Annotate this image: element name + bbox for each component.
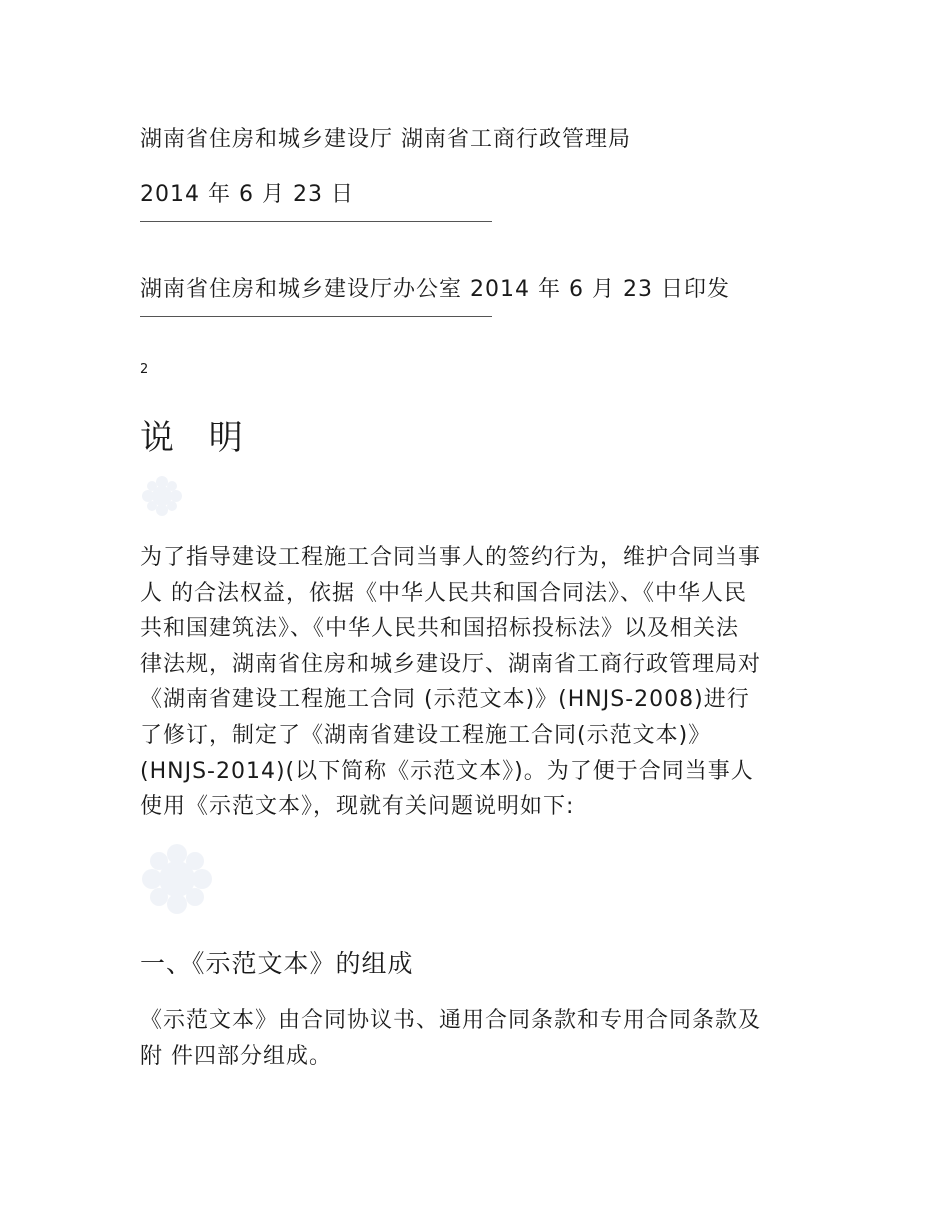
divider-rule-top bbox=[140, 221, 492, 222]
intro-line: 使用《示范文本》，现就有关问题说明如下: bbox=[140, 794, 575, 820]
intro-line: (HNJS-2014)(以下简称《示范文本》)。为了便于合同当事人 bbox=[140, 758, 754, 784]
section-line: 《示范文本》由合同协议书、通用合同条款和专用合同条款及 bbox=[140, 1008, 762, 1033]
intro-line: 律法规，湖南省住房和城乡建设厅、湖南省工商行政管理局对 bbox=[140, 651, 762, 677]
watermark-seal-icon bbox=[140, 842, 214, 916]
section-paragraph bbox=[140, 1003, 820, 1074]
intro-line: 《湖南省建设工程施工合同 (示范文本)》(HNJS-2008)进行 bbox=[140, 687, 750, 713]
section-line: 附 件四部分组成。 bbox=[140, 1043, 332, 1069]
intro-line: 为了指导建设工程施工合同当事人的签约行为，维护合同当事 bbox=[140, 545, 762, 570]
intro-line: 共和国建筑法》、《中华人民共和国招标投标法》以及相关法 bbox=[140, 616, 740, 642]
intro-paragraph bbox=[140, 540, 820, 825]
office-issue-line: 湖南省住房和城乡建设厅办公室 2014 年 6 月 23 日印发 bbox=[140, 277, 730, 302]
page-title: 说 明 bbox=[140, 418, 255, 458]
section-heading: 一、《示范文本》的组成 bbox=[140, 949, 414, 978]
intro-line: 人 的合法权益，依据《中华人民共和国合同法》、《中华人民 bbox=[140, 580, 747, 606]
issuers-line: 湖南省住房和城乡建设厅 湖南省工商行政管理局 bbox=[140, 127, 631, 152]
issue-date: 2014 年 6 月 23 日 bbox=[140, 182, 354, 207]
intro-line: 了修订，制定了《湖南省建设工程施工合同(示范文本)》 bbox=[140, 722, 712, 748]
page-number: 2 bbox=[140, 362, 149, 377]
divider-rule-bottom bbox=[140, 316, 492, 317]
watermark-seal-icon bbox=[140, 474, 184, 518]
